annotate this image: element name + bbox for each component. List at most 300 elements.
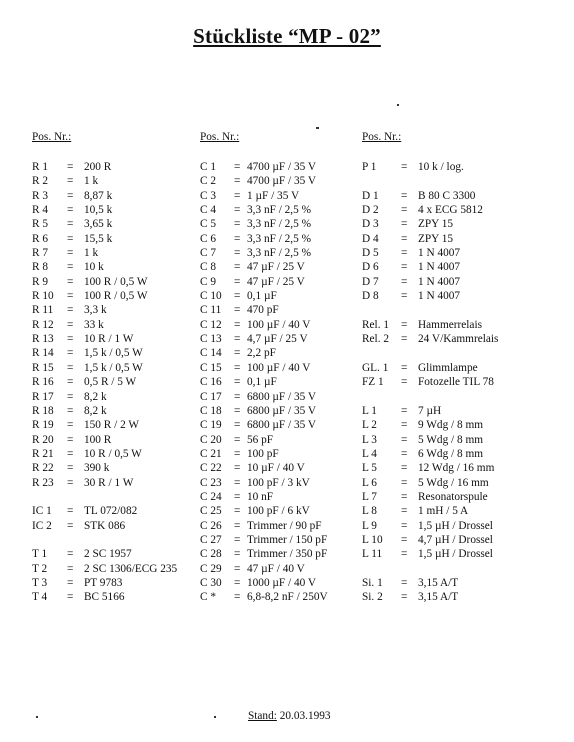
part-equals: = — [234, 533, 241, 546]
part-row — [362, 533, 562, 547]
part-equals: = — [401, 419, 408, 432]
document-title: Stückliste “MP - 02” — [193, 24, 381, 48]
part-equals: = — [234, 204, 241, 217]
part-equals: = — [234, 447, 241, 460]
part-equals: = — [401, 376, 408, 389]
part-equals: = — [401, 218, 408, 231]
part-equals: = — [234, 591, 241, 604]
part-value: 1,5 µH / Drossel — [418, 519, 493, 532]
part-equals: = — [234, 333, 241, 346]
part-ref: L 9 — [362, 519, 377, 532]
part-row — [200, 260, 360, 274]
part-equals: = — [67, 548, 74, 561]
part-row — [200, 189, 360, 203]
part-ref: L 10 — [362, 533, 383, 546]
part-equals: = — [401, 290, 408, 303]
part-value: 1 k — [84, 175, 99, 188]
part-ref: C 20 — [200, 433, 222, 446]
part-ref: L 4 — [362, 447, 377, 460]
part-row — [32, 361, 202, 375]
part-ref: R 4 — [32, 204, 49, 217]
part-row — [200, 375, 360, 389]
part-equals: = — [401, 361, 408, 374]
part-ref: GL. 1 — [362, 361, 389, 374]
part-equals: = — [401, 161, 408, 173]
part-row — [362, 246, 562, 260]
part-value: 5 Wdg / 16 mm — [418, 476, 489, 489]
part-value: Fotozelle TIL 78 — [418, 376, 494, 389]
part-row — [32, 576, 202, 590]
part-value: 3,15 A/T — [418, 576, 459, 589]
part-equals: = — [234, 318, 241, 331]
part-ref: C 29 — [200, 562, 222, 575]
part-equals: = — [234, 476, 241, 489]
part-value: 10 R / 1 W — [84, 333, 134, 346]
part-ref: C 25 — [200, 505, 222, 518]
part-row — [32, 160, 202, 174]
part-row — [362, 189, 562, 203]
part-equals: = — [67, 361, 74, 374]
document-footer — [248, 710, 331, 722]
part-value: 1 µF / 35 V — [247, 189, 300, 202]
part-value: 12 Wdg / 16 mm — [418, 462, 495, 475]
part-row — [200, 203, 360, 217]
part-ref: L 7 — [362, 490, 377, 503]
footer-label: Stand: — [248, 710, 277, 722]
part-value: TL 072/082 — [84, 505, 138, 518]
part-value: 0,5 R / 5 W — [84, 376, 137, 389]
part-row — [362, 547, 562, 561]
part-ref: T 1 — [32, 548, 48, 561]
part-ref: L 5 — [362, 462, 377, 475]
part-value: 1000 µF / 40 V — [247, 576, 317, 589]
part-row — [32, 447, 202, 461]
part-value: 7 µH — [418, 404, 442, 417]
part-ref: D 2 — [362, 204, 379, 217]
part-ref: IC 2 — [32, 519, 52, 532]
part-value: 4 x ECG 5812 — [418, 204, 483, 217]
part-ref: R 3 — [32, 189, 49, 202]
part-equals: = — [67, 204, 74, 217]
scan-speck — [316, 127, 319, 129]
part-row — [200, 433, 360, 447]
part-ref: C 12 — [200, 318, 222, 331]
part-row — [200, 461, 360, 475]
part-ref: C 6 — [200, 232, 217, 245]
part-equals: = — [67, 591, 74, 604]
part-equals: = — [234, 433, 241, 446]
part-ref: R 6 — [32, 232, 49, 245]
part-row — [200, 476, 360, 490]
part-value: 390 k — [84, 462, 110, 475]
part-row — [362, 418, 562, 432]
part-equals: = — [401, 505, 408, 518]
part-value: 100 R / 0,5 W — [84, 275, 148, 288]
part-value: 1 N 4007 — [418, 261, 461, 274]
part-ref: R 15 — [32, 361, 54, 374]
part-value: 4700 µF / 35 V — [247, 161, 317, 173]
part-ref: C 23 — [200, 476, 222, 489]
part-equals: = — [67, 390, 74, 403]
part-row — [32, 519, 202, 533]
part-ref: C 16 — [200, 376, 222, 389]
part-ref: C 10 — [200, 290, 222, 303]
part-value: 47 µF / 25 V — [247, 275, 305, 288]
part-row — [200, 289, 360, 303]
part-ref: Rel. 1 — [362, 318, 389, 331]
part-ref: Si. 2 — [362, 591, 383, 604]
part-equals: = — [234, 519, 241, 532]
part-ref: C 28 — [200, 548, 222, 561]
part-row — [362, 160, 562, 174]
part-value: 0,1 µF — [247, 290, 277, 303]
part-ref: Rel. 2 — [362, 333, 389, 346]
part-row — [200, 160, 360, 174]
part-value: 1 N 4007 — [418, 275, 461, 288]
column-header: Pos. Nr.: — [362, 131, 402, 143]
part-ref: L 2 — [362, 419, 377, 432]
part-value: 1,5 k / 0,5 W — [84, 347, 143, 360]
part-ref: C 3 — [200, 189, 217, 202]
part-ref: D 5 — [362, 247, 379, 260]
part-ref: R 1 — [32, 161, 49, 173]
part-ref: Si. 1 — [362, 576, 383, 589]
part-value: 1 N 4007 — [418, 247, 461, 260]
parts-column-1 — [32, 130, 202, 605]
part-equals: = — [401, 247, 408, 260]
part-ref: C 8 — [200, 261, 217, 274]
part-ref: C 2 — [200, 175, 217, 188]
part-value: 100 pF / 6 kV — [247, 505, 310, 518]
part-value: ZPY 15 — [418, 232, 454, 245]
part-value: STK 086 — [84, 519, 126, 532]
part-value: 56 pF — [247, 433, 274, 446]
scan-speck — [36, 716, 38, 718]
part-ref: R 16 — [32, 376, 54, 389]
part-value: 9 Wdg / 8 mm — [418, 419, 484, 432]
part-row — [32, 390, 202, 404]
part-ref: L 3 — [362, 433, 377, 446]
part-row — [32, 217, 202, 231]
part-equals: = — [67, 505, 74, 518]
part-equals: = — [401, 433, 408, 446]
part-equals: = — [67, 576, 74, 589]
part-equals: = — [234, 175, 241, 188]
part-ref: IC 1 — [32, 505, 52, 518]
part-value: 33 k — [84, 318, 104, 331]
part-equals: = — [234, 390, 241, 403]
part-row — [32, 562, 202, 576]
part-equals: = — [234, 548, 241, 561]
part-ref: C 13 — [200, 333, 222, 346]
part-equals: = — [67, 175, 74, 188]
part-row — [200, 547, 360, 561]
part-value: 10,5 k — [84, 204, 113, 217]
part-row — [200, 332, 360, 346]
part-equals: = — [234, 275, 241, 288]
part-ref: R 12 — [32, 318, 54, 331]
part-value: 3,3 nF / 2,5 % — [247, 232, 312, 245]
part-row — [362, 504, 562, 518]
part-row — [362, 318, 562, 332]
part-equals: = — [234, 189, 241, 202]
part-ref: FZ 1 — [362, 376, 384, 389]
part-value: Trimmer / 90 pF — [247, 519, 322, 532]
part-ref: C 1 — [200, 161, 217, 173]
part-ref: R 20 — [32, 433, 54, 446]
part-ref: T 4 — [32, 591, 48, 604]
part-value: 100 µF / 40 V — [247, 361, 311, 374]
part-value: 10 nF — [247, 490, 274, 503]
part-ref: D 7 — [362, 275, 379, 288]
part-row — [362, 519, 562, 533]
part-equals: = — [401, 204, 408, 217]
part-value: 1 mH / 5 A — [418, 505, 469, 518]
part-equals: = — [401, 476, 408, 489]
part-row — [32, 461, 202, 475]
part-value: 10 k — [84, 261, 104, 274]
part-value: 6 Wdg / 8 mm — [418, 447, 484, 460]
part-value: 47 µF / 25 V — [247, 261, 305, 274]
part-row — [32, 590, 202, 604]
part-value: 8,2 k — [84, 404, 107, 417]
part-ref: D 8 — [362, 290, 379, 303]
part-ref: R 9 — [32, 275, 49, 288]
part-row — [200, 303, 360, 317]
part-ref: C 24 — [200, 490, 222, 503]
part-value: PT 9783 — [84, 576, 123, 589]
part-row — [32, 318, 202, 332]
part-value: 3,65 k — [84, 218, 113, 231]
part-value: 6800 µF / 35 V — [247, 404, 317, 417]
part-ref: P 1 — [362, 161, 377, 173]
part-ref: C 26 — [200, 519, 222, 532]
part-value: Trimmer / 350 pF — [247, 548, 328, 561]
footer-date: 20.03.1993 — [279, 710, 331, 722]
part-row — [362, 217, 562, 231]
parts-column-3 — [362, 130, 562, 605]
part-equals: = — [234, 490, 241, 503]
part-row — [200, 246, 360, 260]
part-value: 6800 µF / 35 V — [247, 390, 317, 403]
part-value: 2 SC 1306/ECG 235 — [84, 562, 178, 575]
part-value: 2 SC 1957 — [84, 548, 132, 561]
part-ref: C 11 — [200, 304, 222, 317]
part-value: 100 µF / 40 V — [247, 318, 311, 331]
part-row — [200, 576, 360, 590]
part-row — [362, 203, 562, 217]
part-value: 4700 µF / 35 V — [247, 175, 317, 188]
part-value: 1 k — [84, 247, 99, 260]
part-value: 3,15 A/T — [418, 591, 459, 604]
part-ref: T 2 — [32, 562, 48, 575]
part-equals: = — [401, 232, 408, 245]
part-equals: = — [67, 376, 74, 389]
part-equals: = — [234, 505, 241, 518]
part-value: Resonatorspule — [418, 490, 488, 503]
part-value: 150 R / 2 W — [84, 419, 140, 432]
part-equals: = — [67, 462, 74, 475]
part-equals: = — [401, 591, 408, 604]
part-value: 1,5 k / 0,5 W — [84, 361, 143, 374]
part-value: 8,2 k — [84, 390, 107, 403]
part-equals: = — [234, 361, 241, 374]
part-ref: C 14 — [200, 347, 222, 360]
part-equals: = — [67, 247, 74, 260]
part-equals: = — [234, 404, 241, 417]
part-row — [362, 361, 562, 375]
part-value: Trimmer / 150 pF — [247, 533, 328, 546]
part-row — [32, 547, 202, 561]
part-value: 3,3 k — [84, 304, 107, 317]
part-row — [32, 404, 202, 418]
part-equals: = — [234, 347, 241, 360]
part-ref: C 4 — [200, 204, 217, 217]
part-ref: R 5 — [32, 218, 49, 231]
part-value: 6,8-8,2 nF / 250V — [247, 591, 328, 604]
part-row — [362, 260, 562, 274]
part-value: 6800 µF / 35 V — [247, 419, 317, 432]
part-value: 10 µF / 40 V — [247, 462, 305, 475]
scan-speck — [214, 716, 216, 718]
part-row — [200, 404, 360, 418]
part-value: 8,87 k — [84, 189, 113, 202]
part-row — [32, 433, 202, 447]
part-equals: = — [401, 447, 408, 460]
part-row — [32, 346, 202, 360]
part-row — [362, 404, 562, 418]
part-ref: R 8 — [32, 261, 49, 274]
part-equals: = — [234, 376, 241, 389]
part-row — [200, 174, 360, 188]
part-equals: = — [67, 419, 74, 432]
part-equals: = — [401, 576, 408, 589]
part-row — [200, 504, 360, 518]
part-equals: = — [67, 447, 74, 460]
part-row — [32, 289, 202, 303]
part-row — [32, 232, 202, 246]
part-row — [362, 232, 562, 246]
part-value: 100 pF / 3 kV — [247, 476, 310, 489]
part-row — [32, 504, 202, 518]
part-value: 3,3 nF / 2,5 % — [247, 204, 312, 217]
part-equals: = — [67, 333, 74, 346]
part-equals: = — [67, 275, 74, 288]
part-value: 1,5 µH / Drossel — [418, 548, 493, 561]
part-row — [200, 590, 360, 604]
part-value: 470 pF — [247, 304, 279, 317]
part-row — [32, 476, 202, 490]
part-equals: = — [401, 261, 408, 274]
part-equals: = — [67, 476, 74, 489]
part-equals: = — [67, 433, 74, 446]
part-row — [200, 232, 360, 246]
part-row — [362, 375, 562, 389]
part-row — [32, 203, 202, 217]
part-row — [200, 519, 360, 533]
part-row — [32, 260, 202, 274]
part-ref: C 27 — [200, 533, 222, 546]
part-equals: = — [67, 232, 74, 245]
part-value: 100 pF — [247, 447, 279, 460]
part-ref: R 7 — [32, 247, 49, 260]
part-row — [362, 490, 562, 504]
part-equals: = — [234, 232, 241, 245]
part-row — [200, 562, 360, 576]
part-equals: = — [67, 189, 74, 202]
part-value: 10 R / 0,5 W — [84, 447, 142, 460]
part-ref: C 18 — [200, 404, 222, 417]
part-equals: = — [67, 519, 74, 532]
part-ref: R 10 — [32, 290, 54, 303]
part-row — [362, 275, 562, 289]
part-ref: C 5 — [200, 218, 217, 231]
column-header: Pos. Nr.: — [32, 131, 72, 143]
part-value: 200 R — [84, 161, 112, 173]
part-ref: C 9 — [200, 275, 217, 288]
part-ref: C * — [200, 591, 217, 604]
part-ref: R 18 — [32, 404, 54, 417]
part-ref: L 6 — [362, 476, 377, 489]
part-row — [200, 533, 360, 547]
part-value: 3,3 nF / 2,5 % — [247, 247, 312, 260]
part-row — [200, 418, 360, 432]
part-value: Glimmlampe — [418, 361, 478, 374]
scan-speck — [397, 104, 399, 106]
part-equals: = — [401, 519, 408, 532]
part-value: 15,5 k — [84, 232, 113, 245]
part-ref: R 13 — [32, 333, 54, 346]
part-equals: = — [67, 304, 74, 317]
part-equals: = — [401, 189, 408, 202]
part-row — [32, 303, 202, 317]
part-ref: R 22 — [32, 462, 54, 475]
part-ref: R 11 — [32, 304, 54, 317]
part-equals: = — [67, 318, 74, 331]
part-equals: = — [401, 548, 408, 561]
part-ref: D 3 — [362, 218, 379, 231]
part-row — [200, 275, 360, 289]
part-equals: = — [401, 533, 408, 546]
part-equals: = — [234, 304, 241, 317]
part-value: 3,3 nF / 2,5 % — [247, 218, 312, 231]
part-ref: L 11 — [362, 548, 383, 561]
part-row — [200, 361, 360, 375]
part-ref: R 21 — [32, 447, 54, 460]
part-row — [200, 390, 360, 404]
part-equals: = — [67, 161, 74, 173]
part-equals: = — [234, 161, 241, 173]
part-row — [362, 332, 562, 346]
part-ref: C 30 — [200, 576, 222, 589]
part-ref: R 2 — [32, 175, 49, 188]
part-row — [200, 490, 360, 504]
part-row — [32, 275, 202, 289]
part-value: 30 R / 1 W — [84, 476, 134, 489]
part-ref: C 15 — [200, 361, 222, 374]
part-row — [32, 332, 202, 346]
part-ref: L 8 — [362, 505, 377, 518]
part-value: BC 5166 — [84, 591, 125, 604]
part-equals: = — [234, 562, 241, 575]
part-value: 5 Wdg / 8 mm — [418, 433, 484, 446]
part-value: 100 R / 0,5 W — [84, 290, 148, 303]
part-row — [32, 174, 202, 188]
part-row — [32, 418, 202, 432]
part-row — [362, 461, 562, 475]
part-equals: = — [67, 404, 74, 417]
part-ref: C 17 — [200, 390, 222, 403]
